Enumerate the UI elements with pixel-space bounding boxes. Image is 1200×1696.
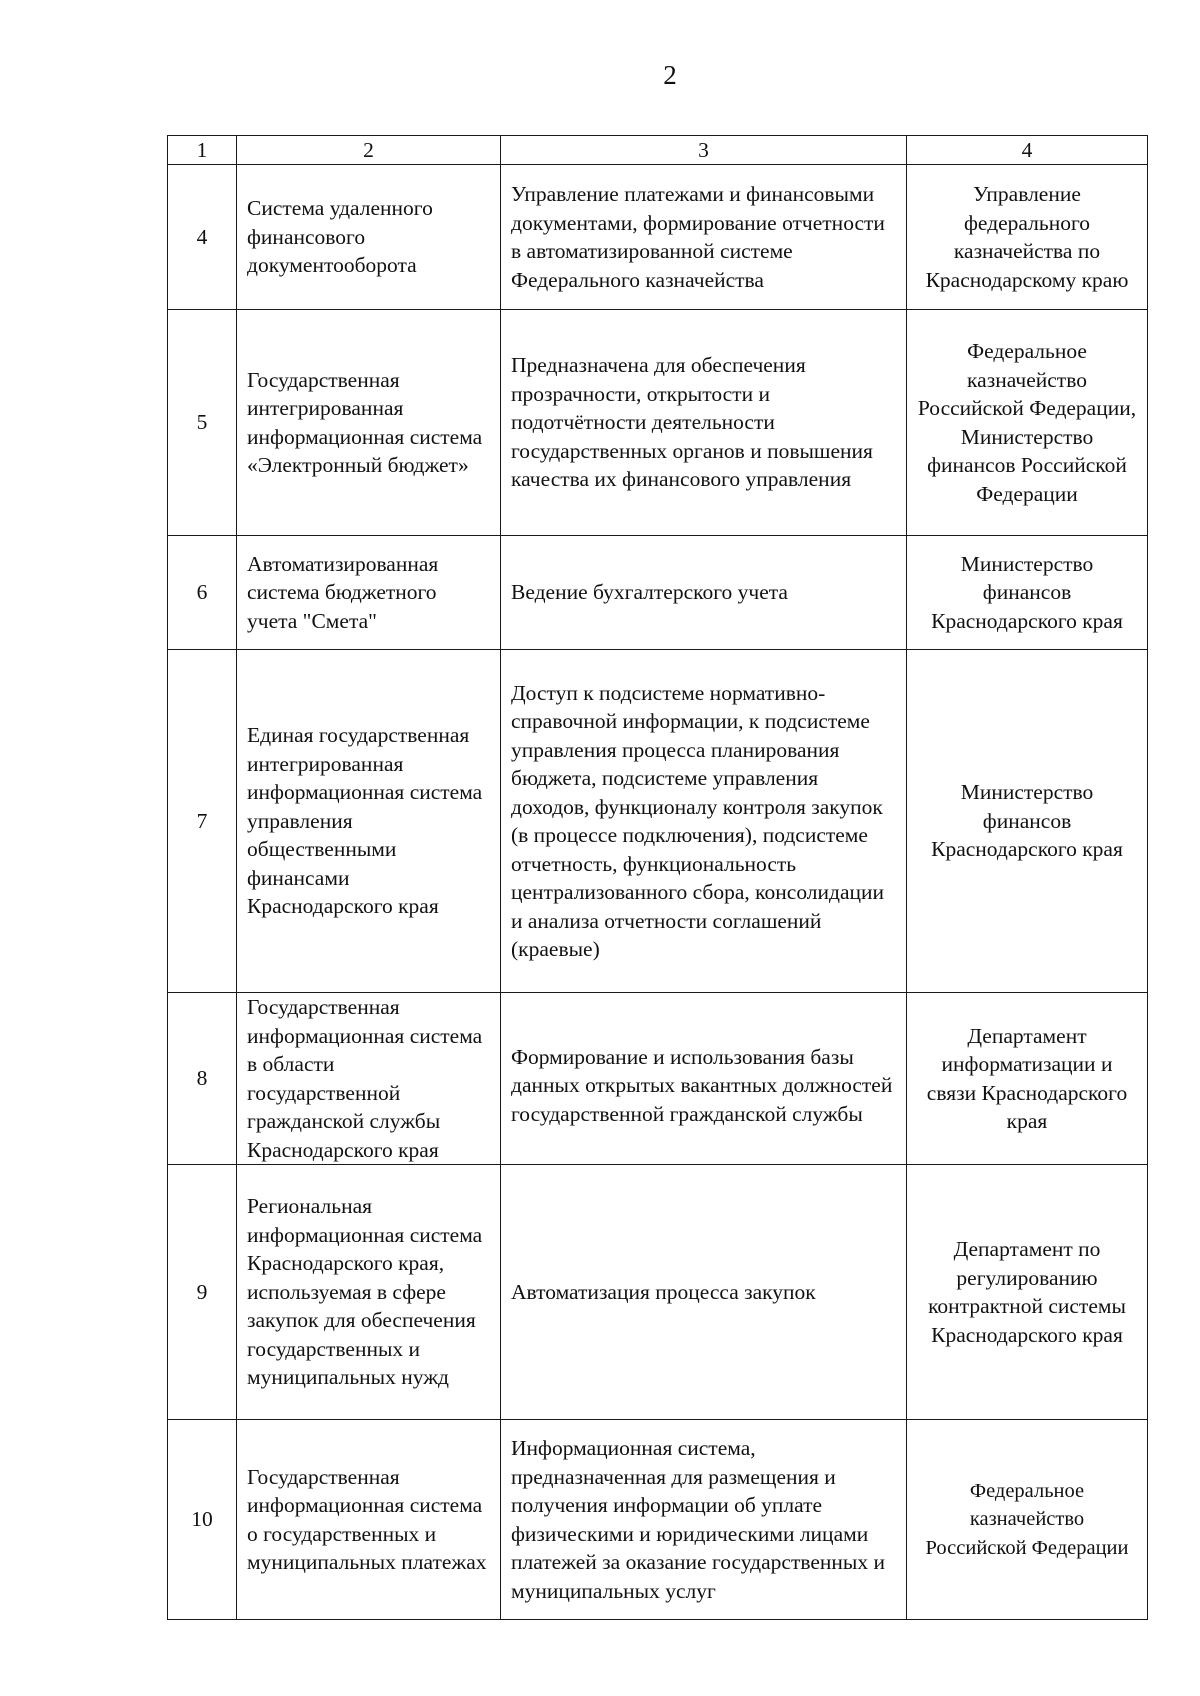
system-purpose: Информационная система, предназначенная для размещения и получения информации об уплате физическими и юридическими лицами платежей за оказание государственных и муниципальных услуг [501, 1420, 907, 1620]
system-purpose: Доступ к подсистеме нормативно-справочной информации, к подсистеме управления процесса планирования бюджета, подсистеме управления доходов, функционалу контроля закупок (в процессе подключения), подсистеме отчетность, функциональность централизованного сбора, консолидации и анализа отчетности соглашений (краевые) [501, 650, 907, 993]
row-number: 5 [168, 310, 237, 536]
header-col-2: 2 [237, 136, 501, 165]
system-operator: Федеральное казначейство Российской Федерации, Министерство финансов Российской Федерации [907, 310, 1148, 536]
system-purpose: Управление платежами и финансовыми документами, формирование отчетности в автоматизированной системе Федерального казначейства [501, 165, 907, 310]
table-row [168, 1420, 1148, 1620]
system-name: Государственная интегрированная информационная система «Электронный бюджет» [237, 310, 501, 536]
row-number: 7 [168, 650, 237, 993]
row-number: 6 [168, 536, 237, 650]
row-number: 9 [168, 1165, 237, 1420]
header-col-3: 3 [501, 136, 907, 165]
header-col-4: 4 [907, 136, 1148, 165]
row-number: 4 [168, 165, 237, 310]
system-operator: Министерство финансов Краснодарского края [907, 650, 1148, 993]
table-header-row [168, 136, 1148, 165]
systems-table [167, 135, 1148, 1620]
table-row [168, 993, 1148, 1165]
system-purpose: Автоматизация процесса закупок [501, 1165, 907, 1420]
header-col-1: 1 [168, 136, 237, 165]
system-operator: Департамент по регулированию контрактной системы Краснодарского края [907, 1165, 1148, 1420]
system-name: Система удаленного финансового документооборота [237, 165, 501, 310]
system-name: Региональная информационная система Краснодарского края, используемая в сфере закупок для обеспечения государственных и муниципальных нужд [237, 1165, 501, 1420]
system-purpose: Предназначена для обеспечения прозрачности, открытости и подотчётности деятельности государственных органов и повышения качества их финансового управления [501, 310, 907, 536]
page-number: 2 [663, 60, 677, 90]
row-number: 10 [168, 1420, 237, 1620]
row-number: 8 [168, 993, 237, 1165]
system-operator: Федеральное казначейство Российской Федерации [907, 1420, 1148, 1620]
table-row [168, 1165, 1148, 1420]
system-operator: Управление федерального казначейства по Краснодарскому краю [907, 165, 1148, 310]
table-row [168, 650, 1148, 993]
system-name: Единая государственная интегрированная информационная система управления общественными финансами Краснодарского края [237, 650, 501, 993]
table-row [168, 310, 1148, 536]
system-name: Автоматизированная система бюджетного учета "Смета" [237, 536, 501, 650]
system-name: Государственная информационная система о государственных и муниципальных платежах [237, 1420, 501, 1620]
table-row [168, 165, 1148, 310]
system-operator: Департамент информатизации и связи Краснодарского края [907, 993, 1148, 1165]
system-operator: Министерство финансов Краснодарского края [907, 536, 1148, 650]
system-name: Государственная информационная система в области государственной гражданской службы Краснодарского края [237, 993, 501, 1165]
system-purpose: Формирование и использования базы данных открытых вакантных должностей государственной гражданской службы [501, 993, 907, 1165]
system-purpose: Ведение бухгалтерского учета [501, 536, 907, 650]
table-row [168, 536, 1148, 650]
